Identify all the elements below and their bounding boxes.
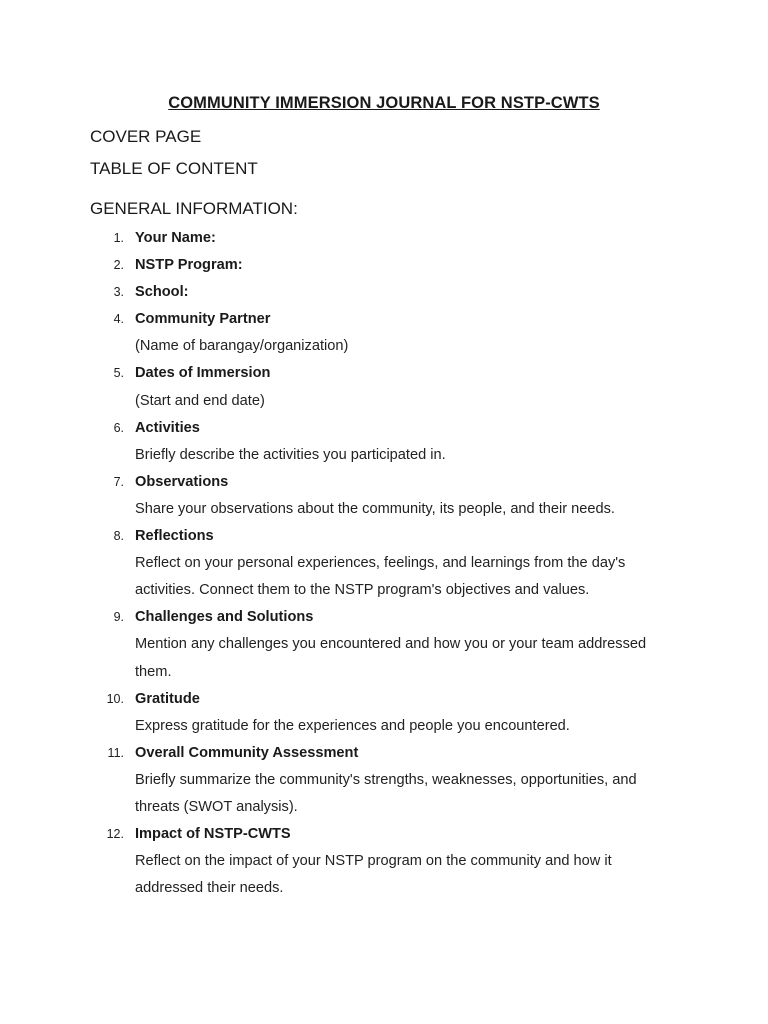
list-item-number: 6. [113, 420, 124, 435]
list-item-heading-line [0, 306, 768, 333]
list-item-heading-line [0, 821, 768, 848]
list-item [0, 279, 768, 306]
document-title: COMMUNITY IMMERSION JOURNAL FOR NSTP-CWTS [168, 94, 600, 112]
list-item-number: 9. [113, 610, 124, 625]
list-item [0, 821, 768, 902]
list-item-description: Share your observations about the community, its people, and their needs. [135, 500, 615, 517]
list-item-heading-line [0, 523, 768, 550]
list-item-description: (Name of barangay/organization) [135, 338, 349, 355]
list-item-heading-line [0, 415, 768, 442]
list-item-description: (Start and end date) [135, 392, 265, 409]
list-item [0, 252, 768, 279]
list-item-number: 12. [106, 827, 124, 842]
list-item-number: 10. [106, 691, 124, 706]
list-item-description: activities. Connect them to the NSTP program's objectives and values. [135, 582, 590, 599]
list-item [0, 604, 768, 685]
list-item-number: 2. [113, 258, 124, 273]
list-item-heading-line [0, 360, 768, 387]
list-item [0, 225, 768, 252]
list-item-description: Reflect on your personal experiences, feelings, and learnings from the day's [135, 555, 626, 572]
list-item-description: Reflect on the impact of your NSTP program on the community and how it [135, 853, 612, 870]
list-item-label: Your Name: [135, 230, 216, 246]
list-item-label: Overall Community Assessment [135, 744, 359, 761]
list-item-label: Community Partner [135, 311, 271, 328]
list-item-heading-line [0, 252, 768, 279]
list-item-label: School: [135, 284, 189, 301]
list-item-heading-line [0, 279, 768, 306]
list-item-label: Observations [135, 473, 229, 490]
cover-page-heading: COVER PAGE [90, 127, 202, 146]
list-item-heading-line [0, 225, 768, 252]
list-item-description: threats (SWOT analysis). [135, 798, 298, 815]
list-item-number: 7. [113, 474, 124, 489]
list-item [0, 415, 768, 469]
list-item-number: 4. [113, 312, 124, 327]
general-information-heading: GENERAL INFORMATION: [90, 199, 298, 218]
general-information-list [0, 225, 768, 902]
list-item-number: 11. [107, 745, 124, 760]
list-item-heading-line [0, 469, 768, 496]
list-item-number: 5. [113, 366, 124, 381]
list-item-heading-line [0, 686, 768, 713]
list-item-description: them. [135, 663, 172, 680]
list-item [0, 686, 768, 740]
table-of-content-heading: TABLE OF CONTENT [90, 159, 258, 178]
list-item-label: Impact of NSTP-CWTS [135, 826, 291, 843]
list-item-label: Gratitude [135, 690, 200, 707]
list-item [0, 360, 768, 414]
list-item [0, 469, 768, 523]
list-item-number: 8. [113, 529, 124, 544]
list-item-label: Challenges and Solutions [135, 609, 314, 626]
list-item-number: 3. [113, 285, 124, 300]
list-item-number: 1. [113, 231, 124, 245]
list-item-description: Briefly describe the activities you participated in. [135, 446, 446, 463]
list-item-heading-line [0, 604, 768, 631]
list-item-heading-line [0, 740, 768, 767]
list-item-description: Mention any challenges you encountered and how you or your team addressed [135, 636, 647, 653]
list-item-description: Express gratitude for the experiences and people you encountered. [135, 717, 570, 734]
list-item-description: addressed their needs. [135, 880, 284, 897]
list-item [0, 740, 768, 821]
list-item [0, 306, 768, 360]
list-item-label: NSTP Program: [135, 257, 243, 274]
list-item-label: Activities [135, 419, 200, 436]
list-item [0, 523, 768, 604]
list-item-description: Briefly summarize the community's strengths, weaknesses, opportunities, and [135, 771, 637, 788]
list-item-label: Reflections [135, 528, 214, 545]
list-item-label: Dates of Immersion [135, 365, 271, 382]
